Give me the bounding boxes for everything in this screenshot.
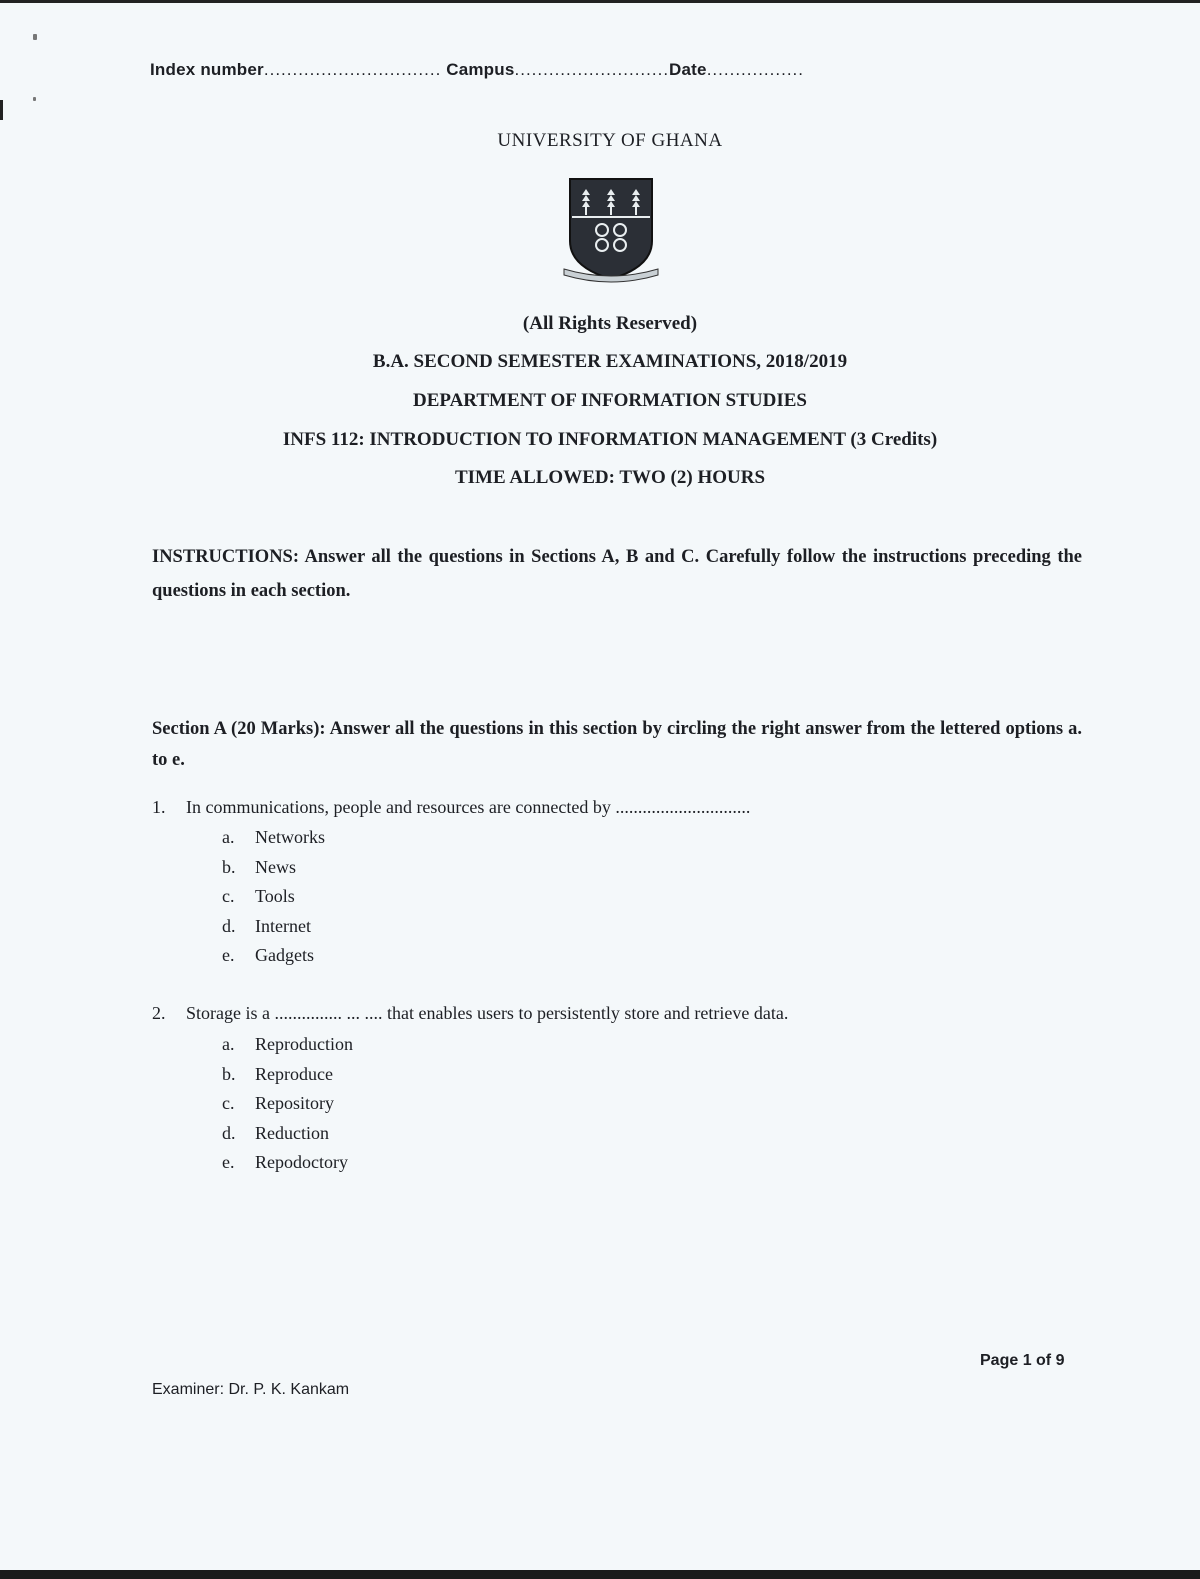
option-letter: d. (222, 1123, 236, 1143)
option-letter: c. (222, 886, 235, 906)
index-number-blank: ............................... (263, 60, 442, 79)
option-text: Gadgets (255, 945, 314, 965)
time-allowed: TIME ALLOWED: TWO (2) HOURS (454, 467, 766, 488)
course-title: INFS 112: INTRODUCTION TO INFORMATION MANAGEMENT (3 Credits) (282, 429, 938, 450)
campus-blank: ........................... (514, 60, 670, 79)
option-text: News (255, 857, 296, 877)
option-letter: b. (222, 1064, 236, 1084)
option-text: Repository (255, 1093, 334, 1113)
option-letter: c. (222, 1093, 235, 1113)
question-1-option-e[interactable] (222, 945, 314, 966)
option-text: Reduction (255, 1123, 329, 1143)
question-text: In communications, people and resources are connected by .............................. (186, 797, 751, 817)
scan-border-left (0, 100, 3, 120)
campus-label: Campus (446, 60, 515, 79)
option-letter: b. (222, 857, 236, 877)
scan-border-top (0, 0, 1200, 3)
rights-notice: (All Rights Reserved) (522, 313, 698, 334)
option-text: Repodoctory (255, 1152, 348, 1172)
option-letter: d. (222, 916, 236, 936)
scan-speck (33, 97, 36, 101)
option-letter: e. (222, 945, 235, 965)
scan-speck (33, 34, 37, 40)
option-letter: a. (222, 1034, 235, 1054)
scan-border-bottom (0, 1570, 1200, 1579)
question-2-option-d[interactable] (222, 1123, 329, 1144)
question-1-option-b[interactable] (222, 857, 296, 878)
option-text: Reproduce (255, 1064, 333, 1084)
university-crest-icon (556, 175, 666, 287)
question-1 (152, 797, 750, 818)
question-2-option-c[interactable] (222, 1093, 334, 1114)
index-number-label: Index number (150, 60, 264, 79)
page-number: Page 1 of 9 (980, 1352, 1065, 1369)
option-letter: a. (222, 827, 235, 847)
question-text: Storage is a ............... ... .... that enables users to persistently store and retrieve data. (186, 1003, 789, 1023)
question-1-option-d[interactable] (222, 916, 311, 937)
question-number: 1. (152, 797, 166, 817)
section-a-heading: Section A (20 Marks): Answer all the questions in this section by circling the right answer from the lettered options a. to e. (152, 719, 1082, 770)
department-name: DEPARTMENT OF INFORMATION STUDIES (413, 390, 807, 411)
exam-title: B.A. SECOND SEMESTER EXAMINATIONS, 2018/2019 (372, 351, 848, 372)
option-text: Tools (255, 886, 295, 906)
date-blank: ................. (706, 60, 804, 79)
question-2-option-a[interactable] (222, 1034, 353, 1055)
question-1-option-a[interactable] (222, 827, 325, 848)
option-text: Internet (255, 916, 311, 936)
examiner-name: Examiner: Dr. P. K. Kankam (152, 1381, 350, 1398)
option-text: Networks (255, 827, 325, 847)
question-2-option-b[interactable] (222, 1064, 333, 1085)
option-text: Reproduction (255, 1034, 353, 1054)
question-2 (152, 1003, 788, 1024)
question-number: 2. (152, 1003, 166, 1023)
option-letter: e. (222, 1152, 235, 1172)
university-name: UNIVERSITY OF GHANA (497, 130, 723, 151)
candidate-info-line (150, 60, 1050, 80)
question-2-option-e[interactable] (222, 1152, 348, 1173)
question-1-option-c[interactable] (222, 886, 295, 907)
instructions-paragraph: INSTRUCTIONS: Answer all the questions in Sections A, B and C. Carefully follow the instructions preceding the questions in each section. (152, 547, 1082, 601)
date-label: Date (669, 60, 707, 79)
